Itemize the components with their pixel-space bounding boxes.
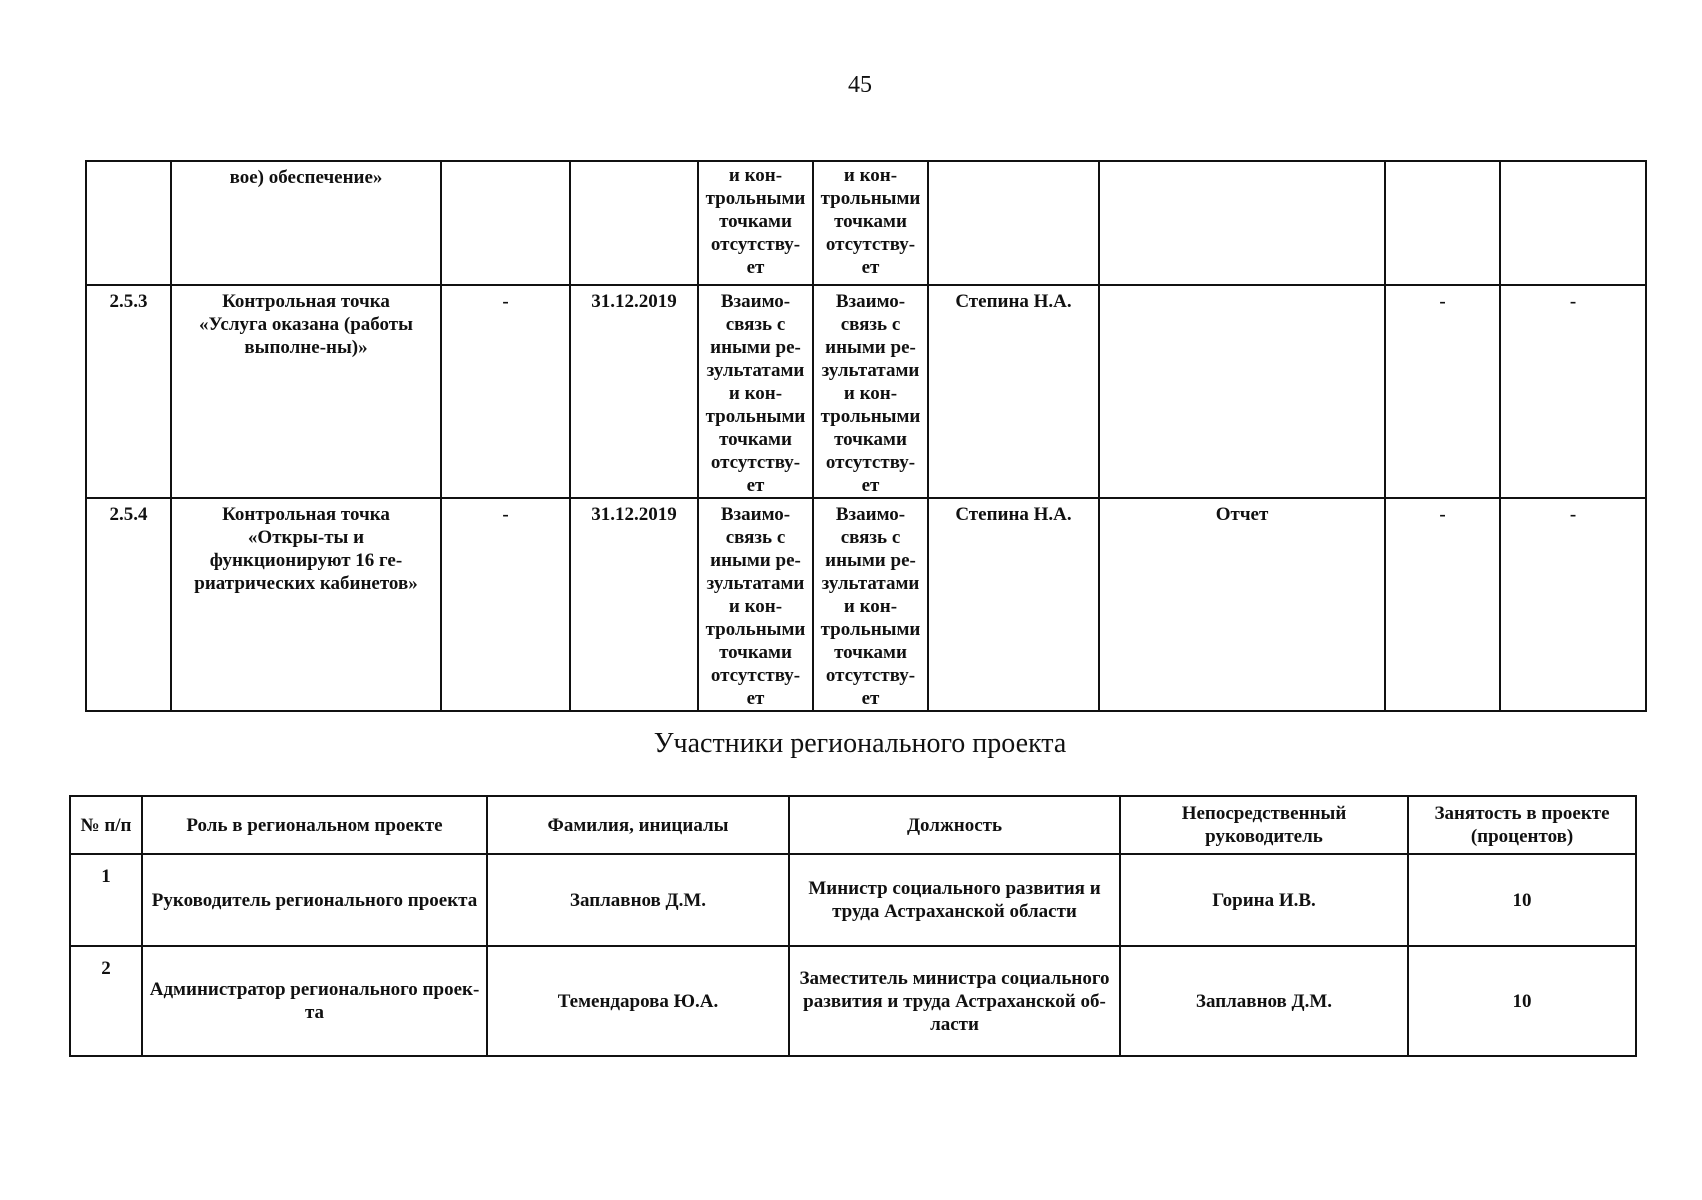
cell-position: Министр социального развития и труда Астраханской области — [789, 854, 1120, 946]
cell-col9 — [1385, 161, 1500, 285]
cell-start: - — [441, 498, 570, 711]
cell-start — [441, 161, 570, 285]
cell-result: Отчет — [1099, 498, 1385, 711]
section-title: Участники регионального проекта — [653, 728, 1067, 759]
cell-relation-a: Взаимо- связь с иными ре- зультатами и кон- трольными точками отсутству- ет — [698, 498, 813, 711]
page-number: 45 — [848, 72, 872, 98]
cell-supervisor: Горина И.В. — [1120, 854, 1408, 946]
cell-num: 2.5.3 — [86, 285, 171, 498]
cell-relation-b: и кон- трольными точками отсутству- ет — [813, 161, 928, 285]
cell-name: Заплавнов Д.М. — [487, 854, 789, 946]
participants-table — [69, 795, 1637, 1057]
cell-responsible: Степина Н.А. — [928, 498, 1099, 711]
header-num: № п/п — [70, 796, 142, 854]
cell-num: 2.5.4 — [86, 498, 171, 711]
header-name: Фамилия, инициалы — [487, 796, 789, 854]
cell-responsible: Степина Н.А. — [928, 285, 1099, 498]
cell-result — [1099, 285, 1385, 498]
table-row — [70, 946, 1636, 1056]
cell-col10: - — [1500, 498, 1646, 711]
cell-col9: - — [1385, 498, 1500, 711]
cell-start: - — [441, 285, 570, 498]
table-row — [86, 285, 1646, 498]
table-row — [70, 854, 1636, 946]
cell-relation-a: и кон- трольными точками отсутству- ет — [698, 161, 813, 285]
cell-num: 1 — [70, 854, 142, 946]
cell-supervisor: Заплавнов Д.М. — [1120, 946, 1408, 1056]
cell-description: вое) обеспечение» — [171, 161, 441, 285]
cell-num: 2 — [70, 946, 142, 1056]
cell-col10: - — [1500, 285, 1646, 498]
cell-description: Контрольная точка «Услуга оказана (работы выполне-ны)» — [171, 285, 441, 498]
table-row — [86, 498, 1646, 711]
cell-workload: 10 — [1408, 946, 1636, 1056]
cell-relation-b: Взаимо- связь с иными ре- зультатами и кон- трольными точками отсутству- ет — [813, 498, 928, 711]
cell-name: Темендарова Ю.А. — [487, 946, 789, 1056]
cell-end: 31.12.2019 — [570, 285, 698, 498]
cell-role: Руководитель регионального проекта — [142, 854, 487, 946]
header-role: Роль в региональном проекте — [142, 796, 487, 854]
cell-relation-b: Взаимо- связь с иными ре- зультатами и кон- трольными точками отсутству- ет — [813, 285, 928, 498]
cell-workload: 10 — [1408, 854, 1636, 946]
table-header-row — [70, 796, 1636, 854]
cell-description: Контрольная точка «Откры-ты и функционируют 16 ге-риатрических кабинетов» — [171, 498, 441, 711]
cell-end: 31.12.2019 — [570, 498, 698, 711]
cell-col10 — [1500, 161, 1646, 285]
plan-table — [85, 160, 1647, 712]
cell-responsible — [928, 161, 1099, 285]
cell-end — [570, 161, 698, 285]
cell-position: Заместитель министра социального развития и труда Астраханской об-ласти — [789, 946, 1120, 1056]
header-workload: Занятость в проекте (процентов) — [1408, 796, 1636, 854]
cell-relation-a: Взаимо- связь с иными ре- зультатами и кон- трольными точками отсутству- ет — [698, 285, 813, 498]
cell-role: Администратор регионального проек-та — [142, 946, 487, 1056]
header-supervisor: Непосредственный руководитель — [1120, 796, 1408, 854]
table-row-continuation — [86, 161, 1646, 285]
cell-num — [86, 161, 171, 285]
header-position: Должность — [789, 796, 1120, 854]
cell-result — [1099, 161, 1385, 285]
cell-col9: - — [1385, 285, 1500, 498]
